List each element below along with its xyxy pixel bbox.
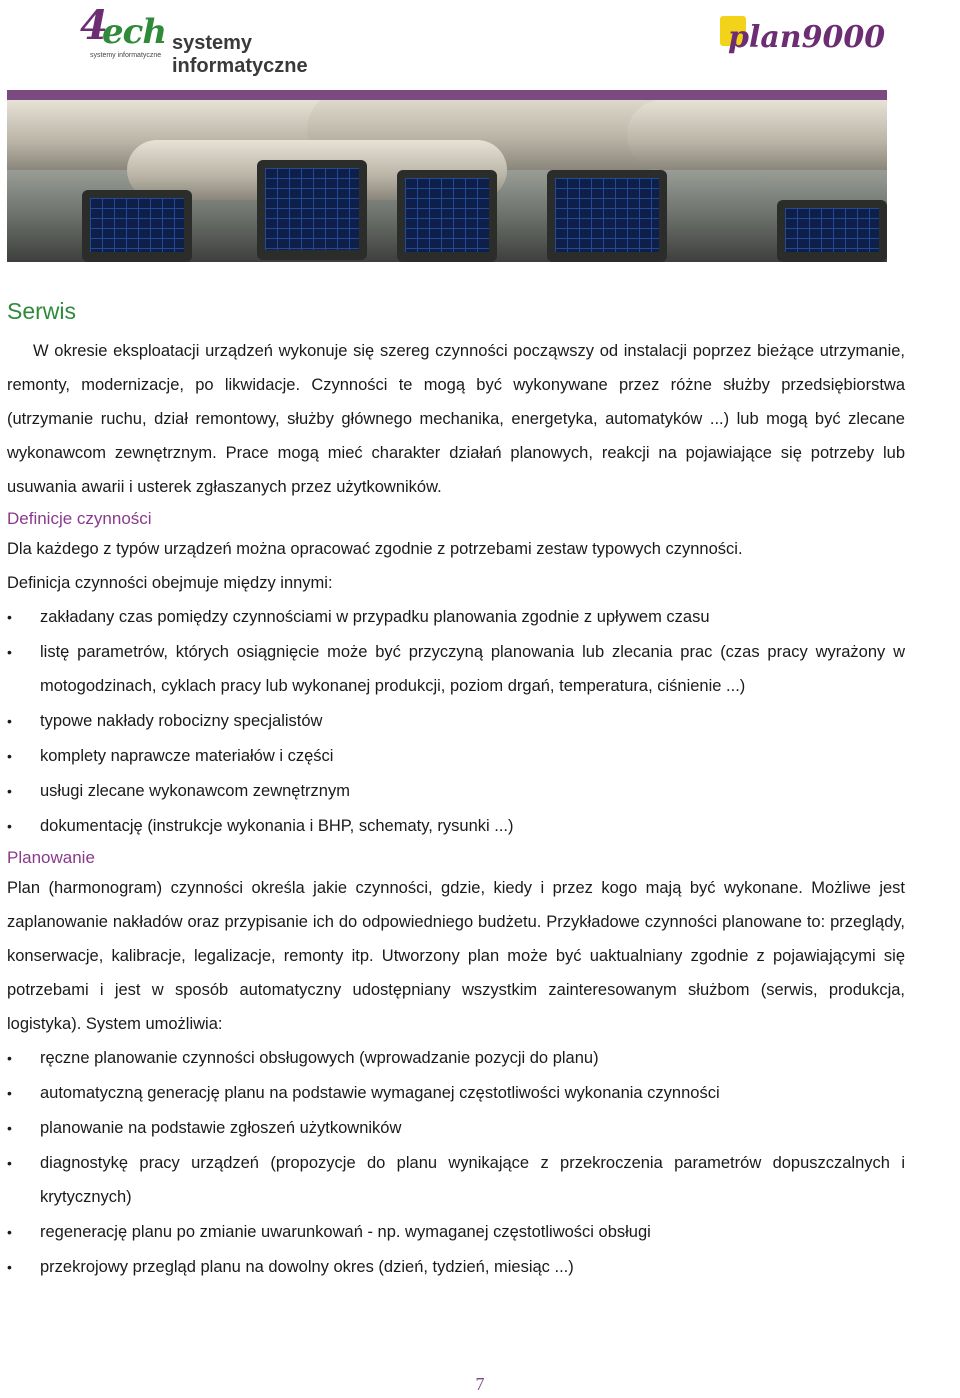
list-item: • przekrojowy przegląd planu na dowolny okres (dzień, tydzień, miesiąc ...) [7,1250,905,1284]
logo-plan9000-text: plan9000 [728,20,886,55]
list-item: • ręczne planowanie czynności obsługowych (wprowadzanie pozycji do planu) [7,1041,905,1075]
list-item: • zakładany czas pomiędzy czynnościami w przypadku planowania zgodnie z upływem czasu [7,600,905,634]
page-number: 7 [475,1374,485,1394]
list-item: • diagnostykę pracy urządzeń (propozycje do planu wynikające z przekroczenia parametrów dopuszczalnych i krytycznych) [7,1146,905,1214]
paragraph-serwis: W okresie eksploatacji urządzeń wykonuje się szereg czynności począwszy od instalacji poprzez bieżące utrzymanie, remonty, modernizacje, po likwidacje. Czynności te mogą być wykonywane przez różne służby przedsiębiorstwa (utrzymanie ruchu, dział remontowy, służby głównego mechanika, energetyka, automatyków ...) lub mogą być zlecane wykonawcom zewnętrznym. Prace mogą mieć charakter działań planowych, reakcji na pojawiające się potrzeby lub usuwania awarii i usterek zgłaszanych przez użytkowników. [7,342,905,496]
bullet-icon: • [7,1085,12,1101]
page-header [0,0,960,92]
list-item: • automatyczną generację planu na podstawie wymaganej częstotliwości wykonania czynności [7,1076,905,1110]
list-planowanie [7,1041,905,1284]
list-item: • usługi zlecane wykonawcom zewnętrznym [7,774,905,808]
bullet-icon: • [7,1050,12,1066]
list-item: • dokumentację (instrukcje wykonania i BHP, schematy, rysunki ...) [7,809,905,843]
bullet-icon: • [7,644,12,660]
bullet-icon: • [7,609,12,625]
monitor-icon [257,160,367,260]
bullet-icon: • [7,818,12,834]
logo-company-text: systemy informatyczne [172,32,308,77]
bullet-icon: • [7,1155,12,1171]
logo-mark-ech: ech [102,12,167,52]
paragraph-definicje-1: Dla każdego z typów urządzeń można opracować zgodnie z potrzebami zestaw typowych czynności. [7,540,743,558]
bullet-icon: • [7,1259,12,1275]
pipe-shape [627,100,887,170]
document-body [7,296,905,1285]
bullet-icon: • [7,1120,12,1136]
list-item: • planowanie na podstawie zgłoszeń użytkowników [7,1111,905,1145]
logo-plan9000 [720,14,900,64]
hero-image-control-room [7,100,887,262]
bullet-icon: • [7,1224,12,1240]
list-item: • regenerację planu po zmianie uwarunkowań - np. wymaganej częstotliwości obsługi [7,1215,905,1249]
monitor-icon [82,190,192,262]
bullet-icon: • [7,748,12,764]
section-title-definicje: Definicje czynności [7,509,152,528]
section-title-planowanie: Planowanie [7,848,95,867]
logo-subtitle: systemy informatyczne [90,52,162,59]
section-title-serwis: Serwis [7,298,77,324]
monitor-icon [777,200,887,262]
list-item: • typowe nakłady robocizny specjalistów [7,704,905,738]
monitor-icon [547,170,667,262]
monitor-icon [397,170,497,262]
header-band [7,90,887,100]
paragraph-definicje-2: Definicja czynności obejmuje między innymi: [7,574,333,592]
paragraph-planowanie: Plan (harmonogram) czynności określa jakie czynności, gdzie, kiedy i przez kogo mają być wykonane. Możliwe jest zaplanowanie nakładów oraz przypisanie ich do odpowiedniego budżetu. Przykładowe czynności planowane to: przeglądy, konserwacje, kalibracje, legalizacje, remonty itp. Utworzony plan może być uaktualniany zgodnie z pojawiającymi się potrzebami i jest w sposób automatyczny udostępniany wszystkim zainteresowanym służbom (serwis, produkcja, logistyka). System umożliwia: [7,879,905,1033]
list-item: • listę parametrów, których osiągnięcie może być przyczyną planowania lub zlecania prac (czas pracy wyrażony w motogodzinach, cyklach pracy lub wykonanej produkcji, poziom drgań, temperatura, ciśnienie ...) [7,635,905,703]
logo-mark-4: 4 [80,2,108,49]
logo-4tech [80,2,380,77]
list-item: • komplety naprawcze materiałów i części [7,739,905,773]
bullet-icon: • [7,783,12,799]
list-definicje [7,600,905,843]
bullet-icon: • [7,713,12,729]
